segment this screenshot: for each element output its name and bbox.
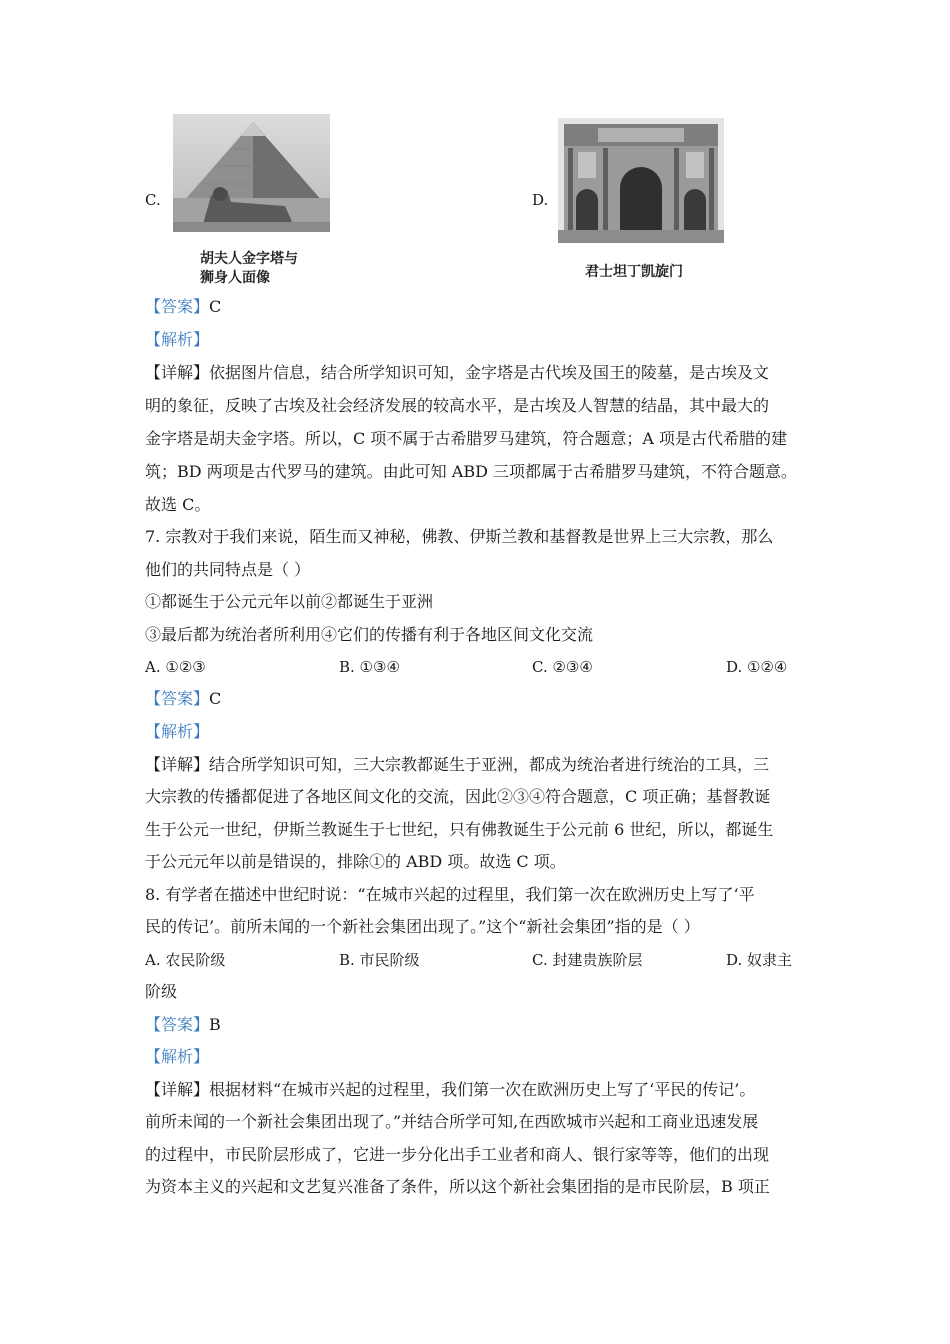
q8-detail-line: 【详解】根据材料“在城市兴起的过程里，我们第一次在欧洲历史上写了‘平民的传记’。 (145, 1080, 756, 1099)
q8-stem-line: 8. 有学者在描述中世纪时说：“在城市兴起的过程里，我们第一次在欧洲历史上写了‘平 (145, 885, 755, 904)
pyramid-sphinx-image (173, 114, 330, 232)
q7-detail-line: 于公元元年以前是错误的，排除①的 ABD 项。故选 C 项。 (145, 852, 566, 871)
q8-detail-line: 的过程中，市民阶层形成了，它进一步分化出手工业者和商人、银行家等等，他们的出现 (145, 1145, 770, 1164)
q6-answer-tag: 【答案】 (145, 297, 210, 316)
option-d-letter: D. (532, 191, 549, 209)
q8-option-b: B. 市民阶级 (339, 951, 420, 969)
option-c-caption-line2: 狮身人面像 (200, 270, 270, 286)
q7-answer-tag: 【答案】 (145, 689, 210, 708)
q6-detail-line: 明的象征，反映了古埃及社会经济发展的较高水平，是古埃及人智慧的结晶，其中最大的 (145, 396, 770, 415)
q7-stem-line: 他们的共同特点是（ ） (145, 560, 311, 579)
q6-detail-line: 筑；BD 两项是古代罗马的建筑。由此可知 ABD 三项都属于古希腊罗马建筑，不符合题意。 (145, 462, 797, 481)
q8-analysis-tag: 【解析】 (145, 1047, 210, 1066)
q7-stem-line: ③最后都为统治者所利用④它们的传播有利于各地区间文化交流 (145, 625, 594, 644)
q6-detail-line: 【详解】依据图片信息，结合所学知识可知，金字塔是古代埃及国王的陵墓，是古埃及文 (145, 363, 770, 382)
q6-detail-line: 故选 C。 (145, 495, 211, 514)
q7-option-d: D. ①②④ (726, 658, 788, 676)
q6-answer-value: C (209, 297, 222, 316)
q7-option-a: A. ①②③ (145, 658, 206, 676)
q7-option-c: C. ②③④ (532, 658, 593, 676)
q8-option-c: C. 封建贵族阶层 (532, 951, 643, 969)
q7-detail-line: 【详解】结合所学知识可知，三大宗教都诞生于亚洲，都成为统治者进行统治的工具，三 (145, 755, 770, 774)
q8-option-a: A. 农民阶级 (145, 951, 226, 969)
q6-detail-line: 金字塔是胡夫金字塔。所以，C 项不属于古希腊罗马建筑，符合题意；A 项是古代希腊的建 (145, 429, 787, 448)
q6-analysis-tag: 【解析】 (145, 330, 210, 349)
q7-detail-line: 大宗教的传播都促进了各地区间文化的交流，因此②③④符合题意，C 项正确；基督教诞 (145, 787, 771, 806)
arch-of-constantine-image (558, 118, 724, 243)
q8-option-wrap: 阶级 (145, 982, 178, 1001)
q6-answer (145, 297, 221, 317)
q7-answer-value: C (209, 689, 222, 708)
q8-stem-line: 民的传记’。前所未闻的一个新社会集团出现了。”这个“新社会集团”指的是（ ） (145, 917, 700, 936)
q8-detail-line: 前所未闻的一个新社会集团出现了。”并结合所学可知,在西欧城市兴起和工商业迅速发展 (145, 1112, 759, 1131)
q8-answer (145, 1015, 221, 1035)
q8-detail-line: 为资本主义的兴起和文艺复兴准备了条件，所以这个新社会集团指的是市民阶层，B 项正 (145, 1177, 770, 1196)
q7-answer (145, 689, 221, 709)
q8-answer-tag: 【答案】 (145, 1015, 210, 1034)
q7-stem-line: 7. 宗教对于我们来说，陌生而又神秘，佛教、伊斯兰教和基督教是世界上三大宗教，那么 (145, 527, 774, 546)
q7-option-b: B. ①③④ (339, 658, 400, 676)
q7-analysis-tag: 【解析】 (145, 722, 210, 741)
option-c-letter: C. (145, 191, 161, 209)
q7-detail-line: 生于公元一世纪，伊斯兰教诞生于七世纪，只有佛教诞生于公元前 6 世纪，所以，都诞生 (145, 820, 774, 839)
q7-stem-line: ①都诞生于公元元年以前②都诞生于亚洲 (145, 592, 434, 611)
option-c-caption-line1: 胡夫人金字塔与 (200, 251, 298, 267)
q8-answer-value: B (209, 1015, 221, 1034)
q8-option-d: D. 奴隶主 (726, 951, 793, 969)
option-d-caption: 君士坦丁凯旋门 (585, 264, 683, 280)
